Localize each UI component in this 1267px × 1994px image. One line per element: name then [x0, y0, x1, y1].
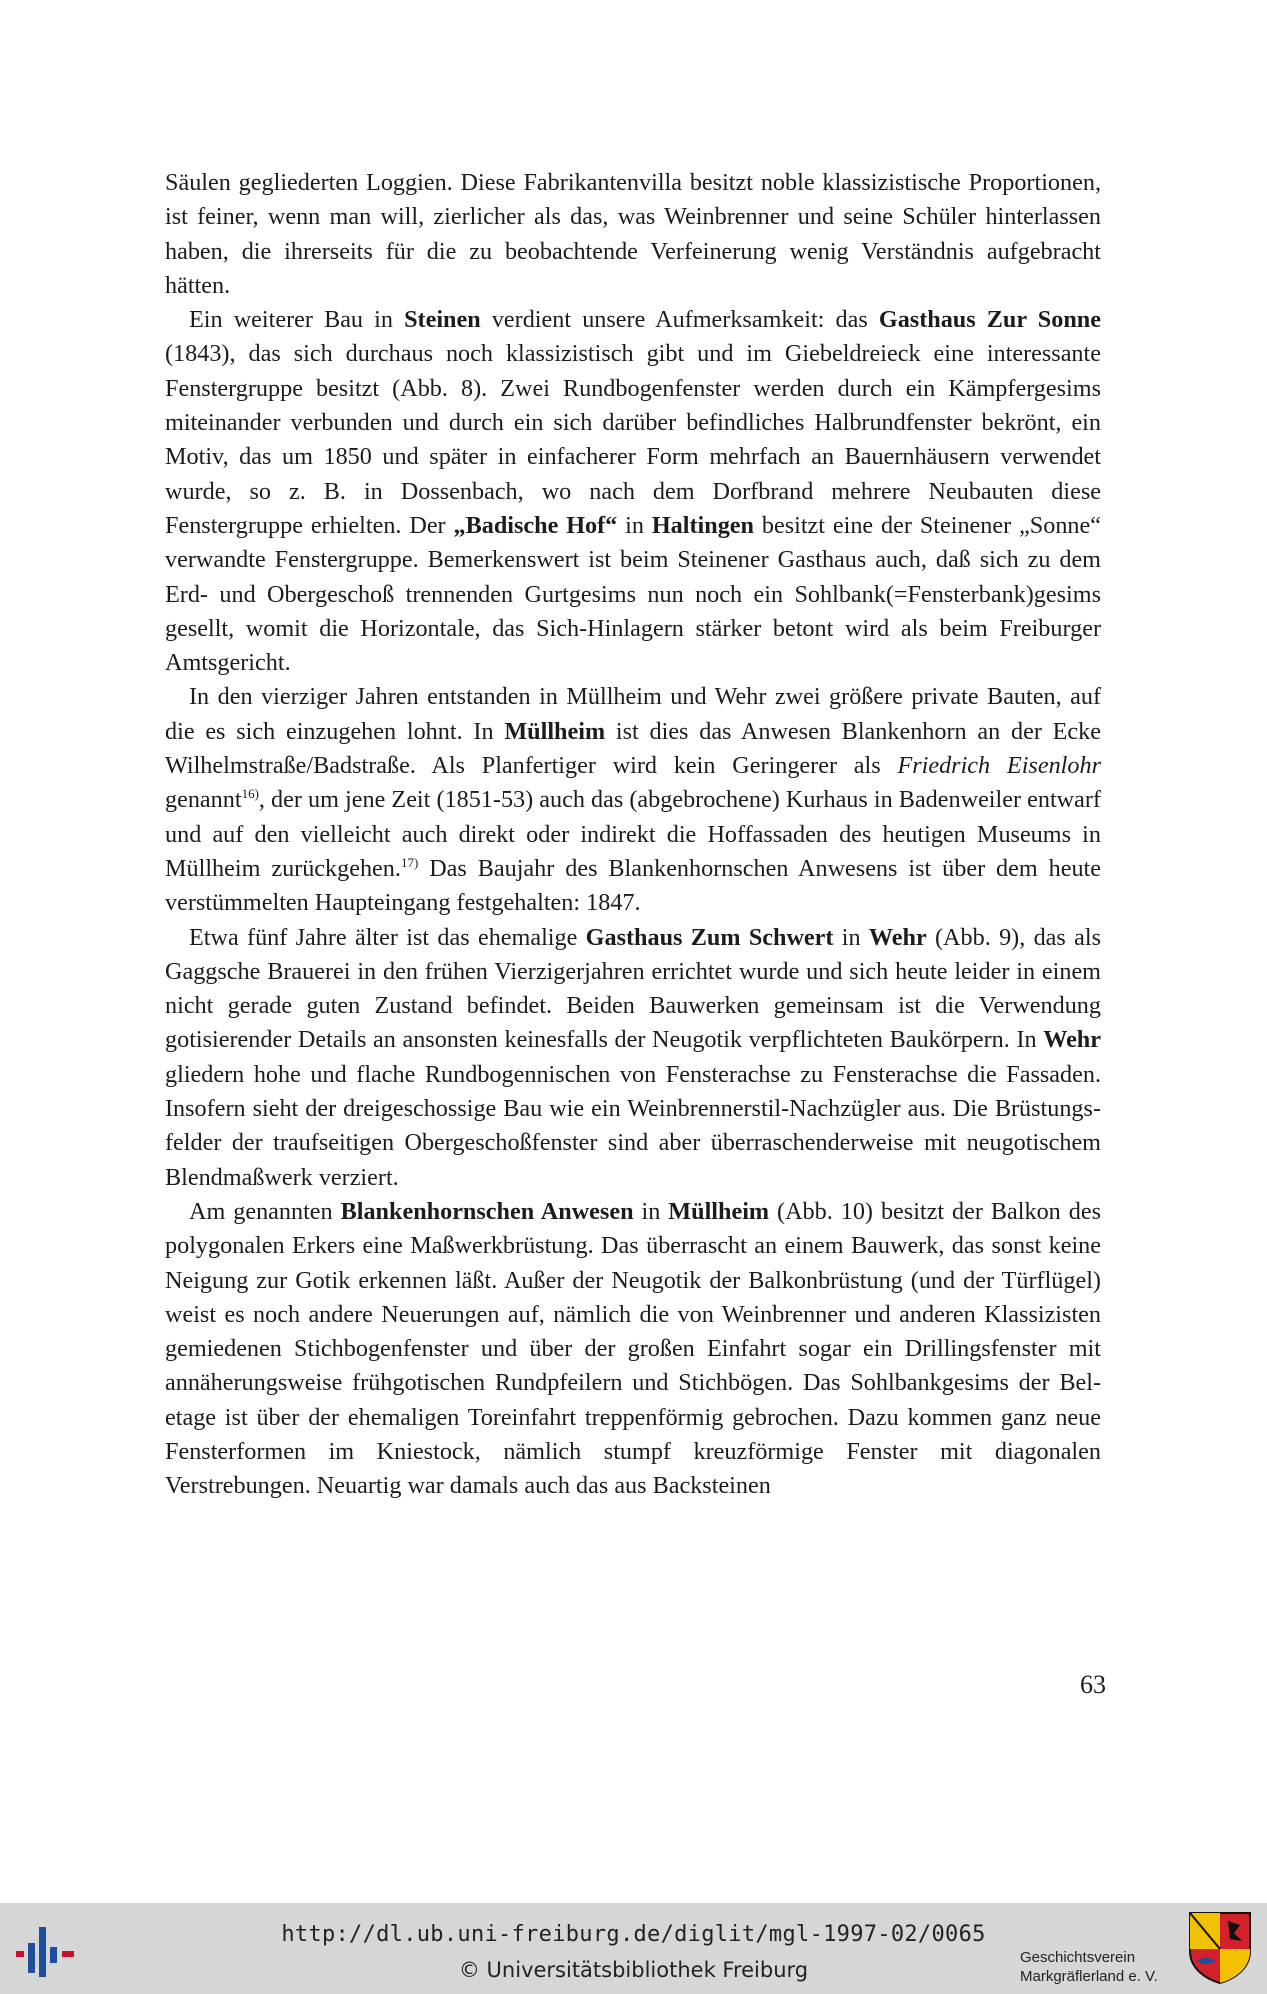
text-run: (1843), das sich durchaus noch klassizistisch gibt und im Giebeldreieck eine interessante Fenstergruppe besitzt (Abb. 8). Zwei Rundbogenfenster werden durch ein Kämpfergesims miteinander verbunden und durch ein sich darüber befindliches Halbrundfenster bekrönt, ein Motiv, das um 1850 und später in einfacherer Form mehrfach an Bauernhäusern verwendet wurde, so z. B. in Dossenbach, wo nach dem Dorfbrand mehrere Neubauten diese Fenstergruppe erhielten. Der	[165, 340, 1101, 539]
bold-term: „Badische Hof“	[453, 511, 618, 539]
text-run: verdient unsere Aufmerksamkeit: das	[480, 306, 879, 334]
bold-term: Müllheim	[504, 717, 606, 745]
bold-term: Blankenhornschen Anwesen	[340, 1197, 634, 1225]
text-run: besitzt eine der Steinener „Sonne“ verwandte Fenstergruppe. Bemerkenswert ist beim Steinener Gasthaus auch, daß sich zu dem Erd- und Obergeschoß trennenden Gurtgesims nun noch ein Sohlbank(=Fensterbank)gesims gesellt, womit die Horizontale, das Sich-Hinlagern stärker betont wird als beim Freiburger Amtsgericht.	[165, 511, 1101, 677]
text-run: ist dies das Anwesen Blankenhorn an der Ecke Wilhelmstraße/Badstraße. Als Planfertiger wird kein Geringerer als	[165, 717, 1101, 780]
society-line-2: Markgräflerland e. V.	[1020, 1968, 1158, 1985]
footnote-ref: 17)	[400, 854, 419, 870]
text-run: Etwa fünf Jahre älter ist das ehemalige	[189, 923, 586, 951]
paragraph	[165, 921, 1101, 1195]
text-run: In den vierziger Jahren entstanden in Müllheim und Wehr zwei größere private Bauten, auf die es sich einzugehen lohnt. In	[165, 683, 1101, 745]
paragraph	[165, 1195, 1101, 1504]
bold-term: Gasthaus Zum Schwert	[585, 923, 834, 951]
paragraph	[165, 303, 1101, 680]
paragraph	[165, 680, 1101, 920]
bold-term: Gasthaus Zur Sonne	[878, 306, 1101, 334]
text-run: (Abb. 9), das als Gaggsche Brauerei in den frühen Vierzigerjahren errichtet wurde und sich heute leider in einem nicht gerade guten Zustand befindet. Beiden Bauwerken gemeinsam ist die Verwendung gotisierender Details an ansonsten keinesfalls der Neugotik verpflichteten Baukörpern. In	[165, 923, 1101, 1054]
bold-term: Müllheim	[668, 1197, 770, 1225]
italic-name: Friedrich Eisenlohr	[897, 752, 1101, 780]
text-run: in	[833, 923, 869, 951]
paragraph	[165, 166, 1101, 303]
bold-term: Steinen	[404, 306, 481, 334]
text-run: genannt	[165, 786, 242, 814]
text-run: Das Baujahr des Blankenhornschen Anwesens ist über dem heute verstümmelten Haupteingang festgehalten: 1847.	[165, 854, 1101, 917]
text-run: (Abb. 10) besitzt der Balkon des polygonalen Erkers eine Maßwerkbrüstung. Das überrascht an einem Bauwerk, das sonst keine Neigung zur Gotik erkennen läßt. Außer der Neugotik der Balkonbrüstung (und der Türflügel) weist es noch andere Neuerungen auf, nämlich die von Weinbrenner und anderen Klassizisten gemiedenen Stichbogenfenster und über der großen Einfahrt sogar ein Drillingsfenster mit annäherungsweise frühgotischen Rundpfeilern und Stichbögen. Das Sohlbankgesims der Beletage ist über der ehemaligen Toreinfahrt treppenförmig gebrochen. Dazu kommen ganz neue Fensterformen im Kniestock, nämlich stumpf kreuzförmige Fenster mit diagonalen Verstrebungen. Neuartig war damals auch das aus Backsteinen	[165, 1197, 1101, 1500]
bold-term: Haltingen	[651, 511, 754, 539]
footer-copyright: © Universitätsbibliothek Freiburg	[458, 1958, 809, 1982]
body-text	[165, 166, 1101, 1504]
footnote-ref: 16)	[241, 786, 259, 802]
coat-of-arms-icon	[1188, 1911, 1252, 1985]
text-run: in	[633, 1197, 669, 1225]
society-line-1: Geschichtsverein	[1020, 1949, 1136, 1966]
bold-term: Wehr	[868, 923, 927, 951]
text-run: Am genannten	[189, 1197, 341, 1225]
page-number: 63	[1080, 1670, 1106, 1699]
text-run: in	[617, 511, 652, 539]
bold-term: Wehr	[1043, 1026, 1101, 1054]
text-run: gliedern hohe und flache Rundbogennischen von Fensterachse zu Fensterachse die Fassaden. Insofern sieht der dreigeschossige Bau wie ein Weinbrennerstil-Nachzügler aus. Die Brüstungsfelder der traufseitigen Obergeschoßfenster sind aber überraschenderweise mit neugotischem Blendmaßwerk verziert.	[165, 1060, 1101, 1191]
text-run: Säulen gegliederten Loggien. Diese Fabrikantenvilla besitzt noble klassizistische Proportionen, ist feiner, wenn man will, zierlicher als das, was Weinbrenner und seine Schüler hinterlassen haben, die ihrerseits für die zu beobachtende Verfeinerung wenig Verständnis aufgebracht hätten.	[165, 169, 1101, 299]
text-run: , der um jene Zeit (1851-53) auch das (abgebrochene) Kurhaus in Badenweiler entwarf und auf den vielleicht auch direkt oder indirekt die Hoffassaden des heutigen Museums in Müllheim zurückgehen.	[165, 786, 1101, 882]
footer-bar	[0, 1903, 1267, 1994]
society-name	[1020, 1948, 1158, 1986]
footer-url-link[interactable]: http://dl.ub.uni-freiburg.de/diglit/mgl-1997-02/0065	[281, 1922, 986, 1947]
text-run: Ein weiterer Bau in	[189, 306, 405, 334]
